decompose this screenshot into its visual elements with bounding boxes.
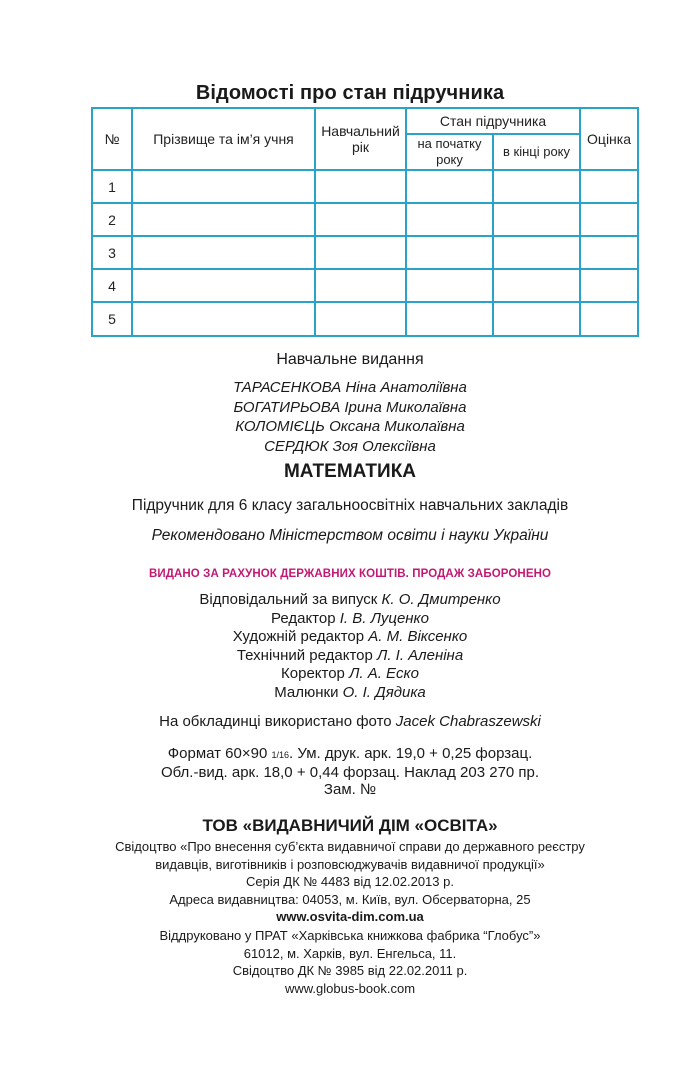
cell-start [406,203,493,236]
cover-photo-text: На обкладинці використано фото [159,713,392,730]
printer-line: Віддруковано у ПРАТ «Харківська книжкова фабрика “Глобус”» [159,928,541,943]
printer-website-link[interactable]: www.globus-book.com [284,980,416,996]
row-number: 3 [92,236,132,269]
staff-line [0,647,700,666]
printer-line: 61012, м. Харків, вул. Енгельса, 11. [243,945,457,961]
cell-grade [580,236,638,269]
format-line: Обл.-вид. арк. 18,0 + 0,44 форзац. Наклад 203 270 пр. [160,764,540,781]
author: ТАРАСЕНКОВА Ніна Анатоліївна [233,379,467,396]
print-format [0,745,700,798]
cell-grade [580,302,638,336]
cell-year [315,203,406,236]
header-start-of-year: на початку року [406,134,493,170]
staff-role: Редактор [271,609,336,627]
author: БОГАТИРЬОВА Ірина Миколаївна [233,398,467,416]
staff-name: І. В. Луценко [339,609,429,627]
row-number: 4 [92,269,132,302]
cover-photo-author: Jacek Chabraszewski [395,713,541,730]
cell-year [315,236,406,269]
printer-info [0,927,700,997]
address-line: Адреса видавництва: 04053, м. Київ, вул. Обсерваторна, 25 [169,891,531,907]
cell-year [315,170,406,203]
staff-credits [0,591,700,702]
staff-name: Л. А. Еско [349,665,419,682]
cell-grade [580,269,638,302]
textbook-condition-table [91,107,639,337]
staff-name: А. М. Віксенко [368,628,468,645]
funding-notice: ВИДАНО ЗА РАХУНОК ДЕРЖАВНИХ КОШТІВ. ПРОДАЖ ЗАБОРОНЕНО [148,568,552,580]
cell-grade [580,170,638,203]
format-line: Зам. № [323,781,377,798]
cell-year [315,269,406,302]
certificate-line: видавців, виготівників і розповсюджувачів видавничої продукції» [155,856,545,872]
authors-list [0,378,700,456]
cell-start [406,170,493,203]
staff-role: Технічний редактор [236,646,373,664]
book-title: МАТЕМАТИКА [283,461,417,482]
staff-role: Художній редактор [232,628,365,645]
staff-line [0,591,700,610]
table-row [92,269,638,302]
book-subtitle: Підручник для 6 класу загальноосвітніх навчальних закладів [131,497,569,514]
staff-role: Коректор [281,665,345,682]
staff-line [0,628,700,647]
cell-name [132,269,315,302]
cell-end [493,269,580,302]
staff-line [0,610,700,629]
printer-line: Свідоцтво ДК № 3985 від 22.02.2011 р. [232,963,468,978]
staff-role: Відповідальний за випуск [199,591,378,608]
table-row [92,203,638,236]
cell-year [315,302,406,336]
cell-end [493,302,580,336]
format-rest: . Ум. друк. арк. 19,0 + 0,25 форзац. [289,745,533,762]
publisher-website-link[interactable]: www.osvita-dim.com.ua [276,909,424,924]
cell-grade [580,203,638,236]
header-end-of-year: в кінці року [493,134,580,170]
format-prefix: Формат 60×90 [167,745,268,762]
header-grade: Оцінка [580,108,638,170]
cell-start [406,269,493,302]
cell-start [406,236,493,269]
cell-name [132,203,315,236]
staff-role: Малюнки [274,683,339,701]
staff-name: К. О. Дмитренко [381,591,501,608]
series-line: Серія ДК № 4483 від 12.02.2013 р. [246,874,454,889]
row-number: 5 [92,302,132,336]
row-number: 1 [92,170,132,203]
table-row [92,170,638,203]
format-line [0,745,700,764]
cell-end [493,170,580,203]
publisher-info [0,838,700,926]
format-fraction: 1/16 [271,750,290,760]
page-title: Відомості про стан підручника [195,82,505,104]
header-condition: Стан підручника [406,108,580,134]
cell-end [493,236,580,269]
staff-line [0,665,700,684]
table-row [92,302,638,336]
staff-name: Л. І. Аленіна [377,646,464,664]
cell-start [406,302,493,336]
cell-name [132,170,315,203]
publisher-name: ТОВ «ВИДАВНИЧИЙ ДІМ «ОСВІТА» [202,816,498,835]
recommendation: Рекомендовано Міністерством освіти і науки України [151,527,549,544]
author: КОЛОМІЄЦЬ Оксана Миколаївна [235,418,465,435]
header-school-year: Навчальний рік [315,108,406,170]
cell-end [493,203,580,236]
staff-name: О. І. Дядика [342,683,426,701]
author: СЕРДЮК Зоя Олексіївна [264,437,436,455]
edition-type: Навчальне видання [276,351,424,368]
header-student-name: Прізвище та ім’я учня [132,108,315,170]
staff-line [0,684,700,703]
header-num: № [92,108,132,170]
row-number: 2 [92,203,132,236]
cell-name [132,236,315,269]
certificate-line: Свідоцтво «Про внесення суб’єкта видавничої справи до державного реєстру [115,839,585,854]
table-row [92,236,638,269]
cover-photo-credit [0,713,700,731]
cell-name [132,302,315,336]
